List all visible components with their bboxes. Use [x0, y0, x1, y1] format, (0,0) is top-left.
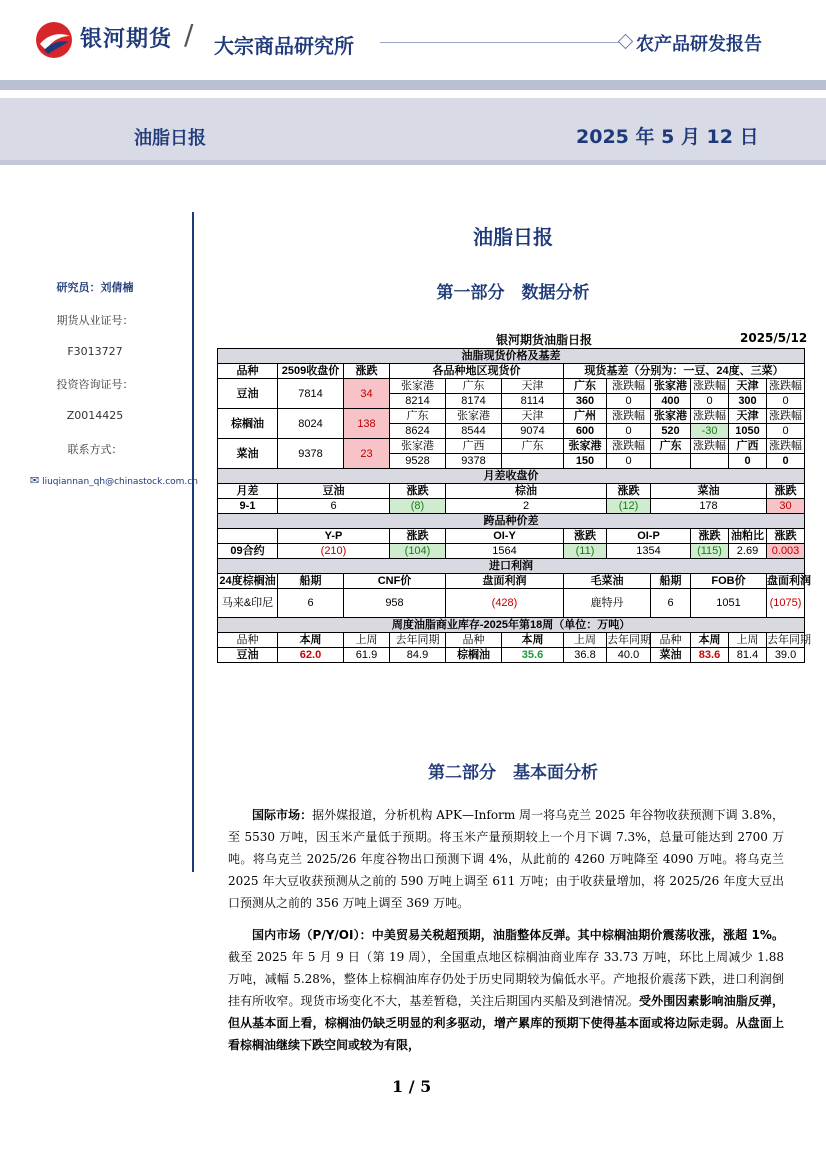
- cell: 34: [344, 379, 390, 409]
- advisory-label: 投资咨询证号：: [56, 378, 134, 391]
- cell: (104): [390, 544, 446, 559]
- cell: 40.0: [607, 648, 651, 663]
- cell: 8544: [446, 424, 502, 439]
- column-header: OI-P: [607, 529, 691, 544]
- cell: 广东: [446, 379, 502, 394]
- cell: 9528: [390, 454, 446, 469]
- cell: (428): [446, 589, 564, 618]
- cell: 0.003: [767, 544, 805, 559]
- report-type: 农产品研发报告: [636, 34, 762, 55]
- contact-label: 联系方式：: [67, 443, 123, 456]
- cell: 6: [278, 499, 390, 514]
- document-title: 油脂日报: [473, 225, 553, 249]
- cell: 8114: [502, 394, 564, 409]
- cell: 天津: [729, 409, 767, 424]
- header-band: [0, 80, 826, 90]
- email-address[interactable]: liuqiannan_qh@chinastock.com.cn: [42, 477, 198, 487]
- cert-label: 期货从业证号：: [56, 314, 134, 327]
- column-header: 涨跌: [767, 529, 805, 544]
- cell: 广东: [651, 439, 691, 454]
- column-header: CNF价: [344, 574, 446, 589]
- row-label: 棕榈油: [446, 648, 502, 663]
- email-row[interactable]: [30, 474, 198, 487]
- column-header: 上周: [344, 633, 390, 648]
- cell: 360: [564, 394, 607, 409]
- section-header: 周度油脂商业库存-2025年第18周（单位：万吨）: [218, 618, 805, 633]
- cell: 84.9: [390, 648, 446, 663]
- cell: 62.0: [278, 648, 344, 663]
- header-slash: /: [184, 18, 194, 51]
- cell: 6: [651, 589, 691, 618]
- diamond-icon: [618, 34, 634, 50]
- column-header: 盘面利润: [767, 575, 811, 587]
- cell: 天津: [729, 379, 767, 394]
- row-label: 马来&印尼: [218, 589, 278, 618]
- cell: 300: [729, 394, 767, 409]
- cell: (115): [691, 544, 729, 559]
- cell: 涨跌幅: [767, 379, 805, 394]
- column-header: Y-P: [278, 529, 390, 544]
- cell: [651, 454, 691, 469]
- paragraph-text: 截至 2025 年 5 月 9 日（第 19 周），全国重点地区棕榈油商业库存 33.73 万吨，环比上周减少 1.88 万吨，减幅 5.28%，整体上棕榈油库存仍处于历史同期较为偏低水平。产地报价震荡下跌，进口利润倒挂有所收窄。现货市场变化不大，基差暂稳，关注后期国内买船及到港情况。: [228, 950, 784, 1008]
- row-label: 棕榈油: [218, 409, 278, 439]
- column-header: 涨跌: [390, 484, 446, 499]
- cell: 0: [767, 424, 805, 439]
- section-header: 跨品种价差: [218, 514, 805, 529]
- column-header: 涨跌: [767, 484, 805, 499]
- cell: 广东: [502, 439, 564, 454]
- cell: 400: [651, 394, 691, 409]
- section-header: 油脂现货价格及基差: [218, 349, 805, 364]
- column-header: 盘面利润: [446, 574, 564, 589]
- column-header: 菜油: [651, 484, 767, 499]
- band-divider: [0, 160, 826, 165]
- cell: 张家港: [564, 439, 607, 454]
- cell: 涨跌幅: [607, 379, 651, 394]
- column-header: 本周: [502, 633, 564, 648]
- cell: 520: [651, 424, 691, 439]
- paragraph-international: [228, 804, 784, 914]
- row-label: 鹿特丹: [564, 589, 651, 618]
- analyst-name: 研究员：刘倩楠: [56, 281, 134, 294]
- cell: 涨跌幅: [607, 409, 651, 424]
- cell: 天津: [502, 379, 564, 394]
- institute-name: 大宗商品研究所: [214, 34, 354, 58]
- cell: 23: [344, 439, 390, 469]
- column-header: 各品种地区现货价: [390, 364, 564, 379]
- cell: (11): [564, 544, 607, 559]
- cell: 83.6: [691, 648, 729, 663]
- cell: 涨跌幅: [607, 439, 651, 454]
- cell: 张家港: [390, 379, 446, 394]
- oil-daily-table: [217, 348, 811, 663]
- column-header: 本周: [691, 633, 729, 648]
- cell: 张家港: [651, 409, 691, 424]
- cell: 2: [446, 499, 607, 514]
- cell: 广州: [564, 409, 607, 424]
- paragraph-domestic: [228, 924, 784, 1056]
- cell: 广西: [446, 439, 502, 454]
- band-title: 油脂日报: [134, 128, 206, 149]
- column-header: 去年同期: [607, 634, 651, 646]
- column-header: 船期: [278, 574, 344, 589]
- paragraph-lead: 国内市场（P/Y/OI）：中美贸易关税超预期，油脂整体反弹。其中棕榈油期价震荡收涨，涨超 1%。: [252, 928, 784, 942]
- section-heading: 第二部分 基本面分析: [428, 763, 598, 783]
- column-header: 涨跌: [344, 364, 390, 379]
- cell: 广东: [390, 409, 446, 424]
- company-name: 银河期货: [80, 27, 173, 52]
- row-label: 9-1: [218, 499, 278, 514]
- section-heading: 第一部分 数据分析: [436, 283, 590, 303]
- cell: 8024: [278, 409, 344, 439]
- cell: 涨跌幅: [691, 379, 729, 394]
- cell: 2.69: [729, 544, 767, 559]
- cell: 81.4: [729, 648, 767, 663]
- cell: 958: [344, 589, 446, 618]
- section-header: 进口利润: [218, 559, 805, 574]
- cell: [218, 529, 278, 544]
- cell: 150: [564, 454, 607, 469]
- cert-number: F3013727: [67, 345, 123, 358]
- cell: 张家港: [446, 409, 502, 424]
- column-header: 涨跌: [564, 529, 607, 544]
- column-header: 24度棕榈油: [219, 575, 276, 587]
- cell: 39.0: [767, 648, 805, 663]
- column-header: 2509收盘价: [278, 364, 344, 379]
- galaxy-logo-icon: [34, 20, 74, 60]
- cell: 35.6: [502, 648, 564, 663]
- cell: (12): [607, 499, 651, 514]
- column-header: 上周: [564, 633, 607, 648]
- paragraph-text: 据外媒报道，分析机构 APK—Inform 周一将乌克兰 2025 年谷物收获预测下调 3.8%，至 5530 万吨，因玉米产量低于预期。将玉米产量预期较上一个月下调 7.3%，总量可能达到 2700 万吨。将乌克兰 2025/26 年度谷物出口预测下调 4%，从此前的 4260 万吨降至 4090 万吨。将乌克兰 2025 年大豆收获预测从之前的 590 万吨上调至 611 万吨；由于收获量增加，将 2025/26 年度大豆出口预测从之前的 356 万吨上调至 369 万吨。: [228, 808, 784, 910]
- cell: 广西: [729, 439, 767, 454]
- row-label: 菜油: [651, 648, 691, 663]
- column-header: 涨跌: [390, 529, 446, 544]
- column-header: 现货基差（分别为：一豆、24度、三菜）: [564, 364, 805, 379]
- column-header: OI-Y: [446, 529, 564, 544]
- cell: 7814: [278, 379, 344, 409]
- cell: 30: [767, 499, 805, 514]
- column-header: 月差: [218, 484, 278, 499]
- cell: -30: [691, 424, 729, 439]
- cell: 天津: [502, 409, 564, 424]
- cell: 9378: [278, 439, 344, 469]
- cell: (8): [390, 499, 446, 514]
- cell: 张家港: [390, 439, 446, 454]
- cell: 广东: [564, 379, 607, 394]
- cell: 9074: [502, 424, 564, 439]
- column-header: 上周: [729, 633, 767, 648]
- paragraph-emphasis: 受外围因素影响油脂反弹，但从基本面上看，棕榈油仍缺乏明显的利多驱动，增产累库的预期下使得基本面或将边际走弱。从盘面上看棕榈油继续下跌空间或较为有限，: [228, 994, 784, 1052]
- column-header: 涨跌: [691, 529, 729, 544]
- cell: 0: [607, 424, 651, 439]
- cell: 9378: [446, 454, 502, 469]
- cell: 0: [607, 394, 651, 409]
- cell: 0: [767, 454, 805, 469]
- cell: [502, 454, 564, 469]
- cell: 1354: [607, 544, 691, 559]
- cell: [691, 454, 729, 469]
- cell: 涨跌幅: [767, 439, 805, 454]
- cell: 8174: [446, 394, 502, 409]
- row-label: 豆油: [218, 648, 278, 663]
- cell: 0: [767, 394, 805, 409]
- column-header: 去年同期: [767, 634, 811, 646]
- header-rule: [380, 42, 620, 43]
- column-header: 棕油: [446, 484, 607, 499]
- cell: 1564: [446, 544, 564, 559]
- section-header: 月差收盘价: [218, 469, 805, 484]
- column-header: 去年同期: [390, 633, 446, 648]
- sidebar-rule: [192, 212, 194, 872]
- column-header: 品种: [446, 633, 502, 648]
- column-header: FOB价: [691, 574, 767, 589]
- cell: 36.8: [564, 648, 607, 663]
- cell: 600: [564, 424, 607, 439]
- cell: 张家港: [651, 379, 691, 394]
- column-header: 涨跌: [607, 484, 651, 499]
- cell: 涨跌幅: [691, 409, 729, 424]
- cell: 0: [607, 454, 651, 469]
- cell: 178: [651, 499, 767, 514]
- column-header: 船期: [651, 574, 691, 589]
- cell: 1051: [691, 589, 767, 618]
- cell: 138: [344, 409, 390, 439]
- cell: 0: [691, 394, 729, 409]
- column-header: 品种: [218, 364, 278, 379]
- cell: (1075): [767, 589, 805, 618]
- page-number: 1 / 5: [392, 1077, 432, 1096]
- cell: 涨跌幅: [767, 409, 805, 424]
- column-header: 豆油: [278, 484, 390, 499]
- column-header: 本周: [278, 633, 344, 648]
- column-header: 品种: [218, 633, 278, 648]
- cell: 涨跌幅: [691, 439, 729, 454]
- column-header: 毛菜油: [564, 574, 651, 589]
- advisory-number: Z0014425: [66, 409, 124, 422]
- row-label: 09合约: [218, 544, 278, 559]
- cell: 1050: [729, 424, 767, 439]
- cell: 8214: [390, 394, 446, 409]
- row-label: 豆油: [218, 379, 278, 409]
- row-label: 菜油: [218, 439, 278, 469]
- paragraph-lead: 国际市场：: [252, 808, 313, 822]
- cell: 8624: [390, 424, 446, 439]
- table-date: 2025/5/12: [740, 331, 808, 345]
- column-header: 品种: [651, 633, 691, 648]
- column-header: 油粕比: [729, 529, 767, 544]
- envelope-icon: ✉: [30, 474, 40, 487]
- band-date: 2025 年 5 月 12 日: [576, 126, 759, 148]
- cell: (210): [278, 544, 390, 559]
- table-caption: 银河期货油脂日报: [496, 333, 593, 347]
- cell: 0: [729, 454, 767, 469]
- cell: 6: [278, 589, 344, 618]
- cell: 61.9: [344, 648, 390, 663]
